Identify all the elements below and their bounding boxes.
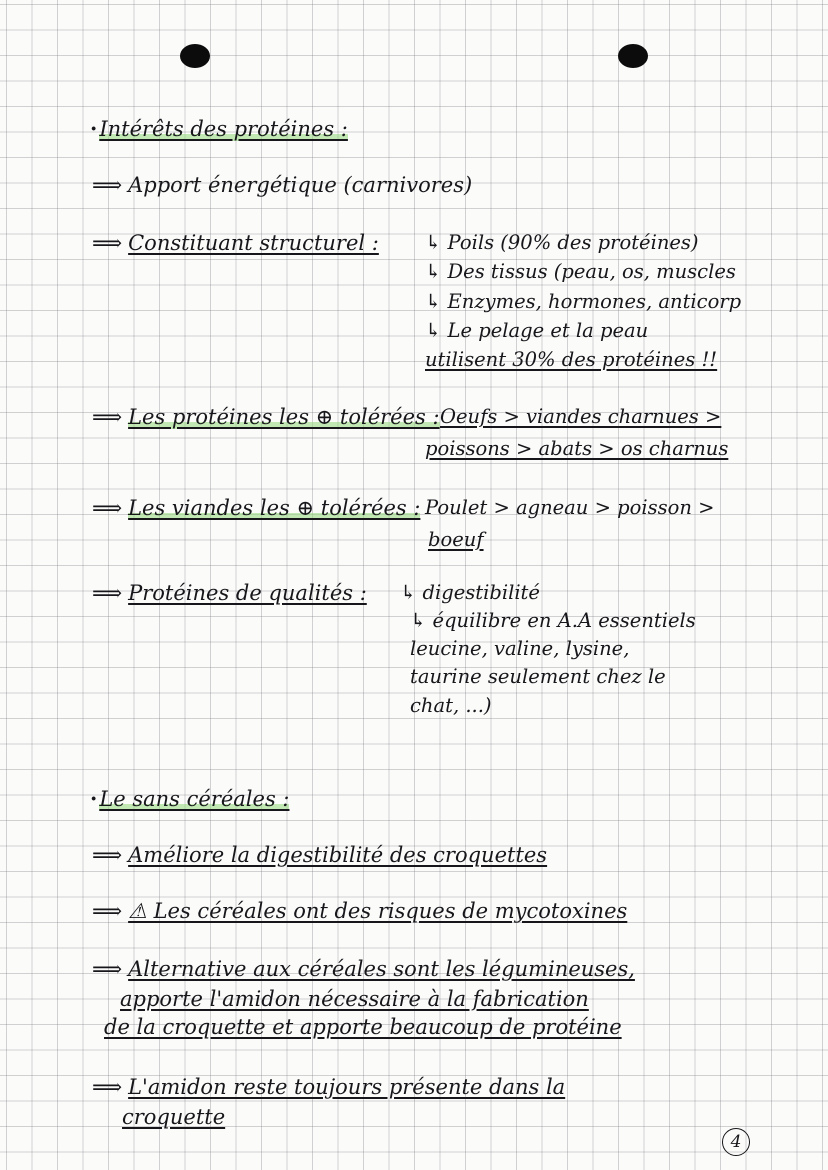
double-arrow-icon: ⟹ [92, 581, 123, 605]
warning-note-text: ⚠ Les céréales ont des risques de mycotoxines [128, 899, 628, 923]
proteines-qualites-label: Protéines de qualités : [128, 581, 367, 605]
constituant-sub-3: ↳ Enzymes, hormones, anticorp [425, 290, 742, 313]
qualites-sub-5: chat, ...) [410, 694, 492, 717]
double-arrow-icon: ⟹ [92, 173, 123, 197]
proteines-tolerees-label: Les protéines les ⊕ tolérées : [128, 405, 440, 429]
double-arrow-icon: ⟹ [92, 957, 123, 981]
section-title-sans-cereales [90, 786, 289, 812]
qualites-sub-2: ↳ équilibre en A.A essentiels [410, 609, 696, 632]
double-arrow-icon: ⟹ [92, 843, 123, 867]
note-amidon-1 [92, 1074, 565, 1100]
note-digestibilite [92, 842, 547, 868]
double-arrow-icon: ⟹ [92, 405, 123, 429]
qualites-sub-3: leucine, valine, lysine, [410, 637, 630, 660]
note-proteines-tolerees [92, 404, 440, 430]
note-proteines-qualites [92, 580, 367, 606]
note-text: Apport énergétique (carnivores) [128, 173, 473, 197]
note-legumineuses-1 [92, 956, 635, 982]
note-constituant-label [92, 230, 379, 256]
binder-hole-right [618, 44, 648, 68]
double-arrow-icon: ⟹ [92, 1075, 123, 1099]
viandes-tolerees-line-1: Poulet > agneau > poisson > [425, 496, 715, 519]
page-number: 4 [722, 1128, 750, 1156]
double-arrow-icon: ⟹ [92, 899, 123, 923]
binder-hole-left [180, 44, 210, 68]
note-text: L'amidon reste toujours présente dans la [128, 1075, 566, 1099]
constituant-sub-5: utilisent 30% des protéines !! [425, 348, 718, 371]
note-text: Alternative aux céréales sont les légumineuses, [128, 957, 635, 981]
double-arrow-icon: ⟹ [92, 231, 123, 255]
viandes-tolerees-label: Les viandes les ⊕ tolérées : [128, 496, 421, 520]
section-title-text: Intérêts des protéines : [99, 117, 348, 141]
note-text: Améliore la digestibilité des croquettes [128, 843, 548, 867]
double-arrow-icon: ⟹ [92, 496, 123, 520]
viandes-tolerees-line-2: boeuf [428, 528, 484, 551]
section-title-proteines [90, 116, 348, 142]
note-apport-energetique [92, 172, 472, 198]
section-title-text: Le sans céréales : [99, 787, 290, 811]
note-legumineuses-2: apporte l'amidon nécessaire à la fabrication [120, 987, 589, 1011]
qualites-sub-1: ↳ digestibilité [400, 581, 540, 604]
note-mycotoxines [92, 898, 627, 924]
bullet-icon: · [90, 116, 98, 141]
note-amidon-2: croquette [122, 1105, 226, 1129]
constituant-sub-4: ↳ Le pelage et la peau [425, 319, 649, 342]
constituant-sub-2: ↳ Des tissus (peau, os, muscles [425, 260, 736, 283]
proteines-tolerees-line-1: Oeufs > viandes charnues > [440, 405, 722, 428]
constituant-label: Constituant structurel : [128, 231, 379, 255]
note-viandes-tolerees [92, 495, 420, 521]
bullet-icon: · [90, 786, 98, 811]
proteines-tolerees-line-2: poissons > abats > os charnus [425, 437, 729, 460]
qualites-sub-4: taurine seulement chez le [410, 665, 666, 688]
note-legumineuses-3: de la croquette et apporte beaucoup de protéine [104, 1015, 622, 1039]
constituant-sub-1: ↳ Poils (90% des protéines) [425, 231, 699, 254]
